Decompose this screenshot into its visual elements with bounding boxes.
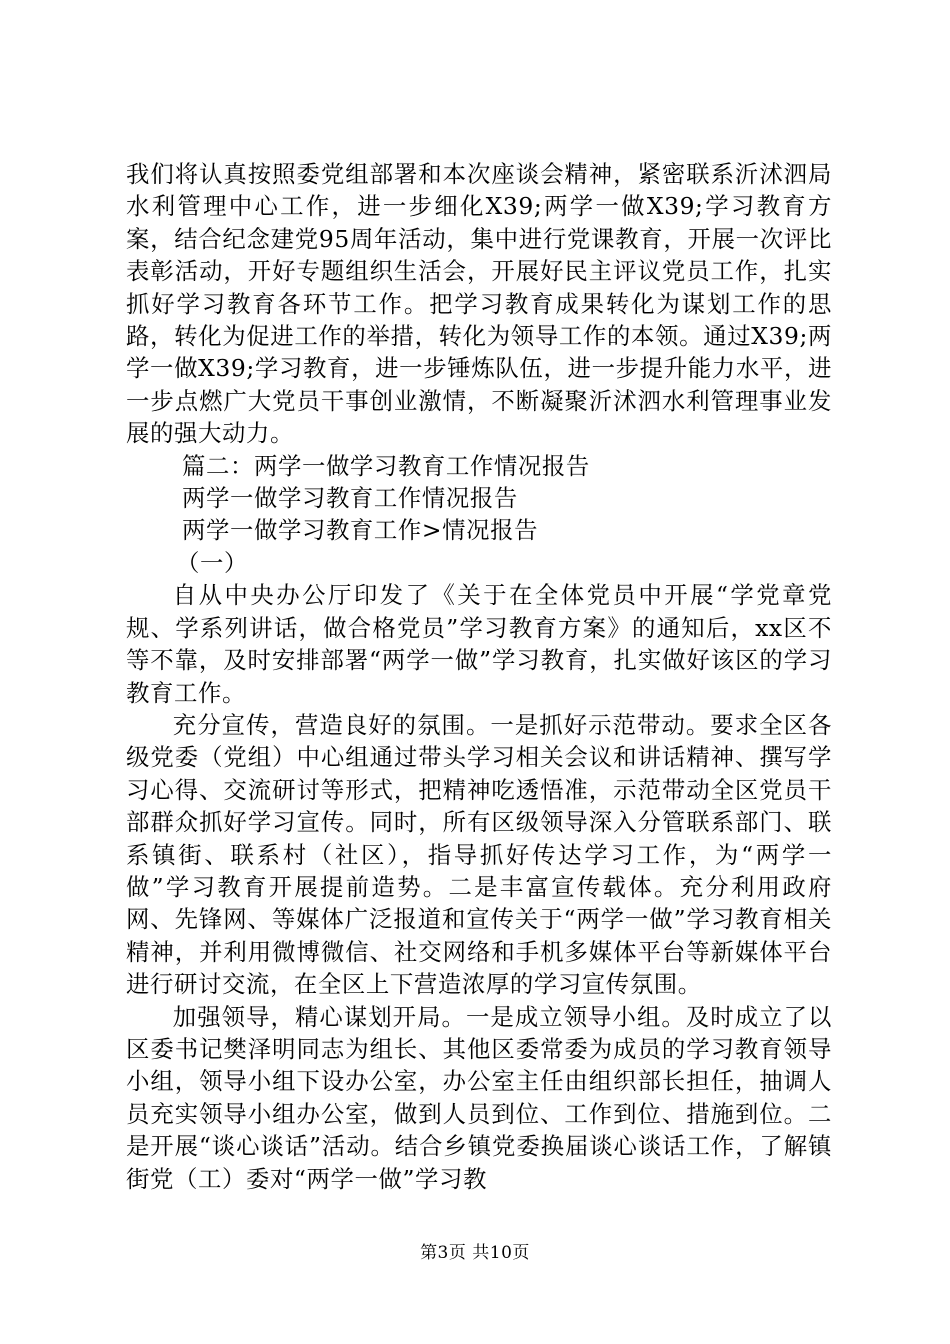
report-title: 两学一做学习教育工作情况报告	[182, 484, 518, 513]
page-footer	[0, 1242, 950, 1264]
paragraph-publicity: 充分宣传，营造良好的氛围。一是抓好示范带动。要求全区各级党委（党组）中心组通过带头学习相关会议和讲话精神、撰写学习心得、交流研讨等形式，把精神吃透悟准，示范带动全区党员干部群众抓好学习宣传。同时，所有区级领导深入分管联系部门、联系镇街、联系村（社区），指导抓好传达学习工作，为“两学一做”学习教育开展提前造势。二是丰富宣传载体。充分利用政府网、先锋网、等媒体广泛报道和宣传关于“两学一做”学习教育相关精神，并利用微博微信、社交网络和手机多媒体平台等新媒体平台进行研讨交流，在全区上下营造浓厚的学习宣传氛围。	[126, 710, 832, 999]
report-title-alt: 两学一做学习教育工作>情况报告	[182, 516, 539, 545]
section-number: （一）	[176, 548, 248, 577]
section-heading: 篇二：两学一做学习教育工作情况报告	[182, 451, 590, 480]
paragraph-continuation: 我们将认真按照委党组部署和本次座谈会精神，紧密联系沂沭泗局水利管理中心工作，进一步细化X39;两学一做X39;学习教育方案，结合纪念建党95周年活动，集中进行党课教育，开展一次评比表彰活动，开好专题组织生活会，开展好民主评议党员工作，扎实抓好学习教育各环节工作。把学习教育成果转化为谋划工作的思路，转化为促进工作的举措，转化为领导工作的本领。通过X39;两学一做X39;学习教育，进一步锤炼队伍，进一步提升能力水平，进一步点燃广大党员干事创业激情，不断凝聚沂沭泗水利管理事业发展的强大动力。	[126, 160, 832, 448]
paragraph-intro: 自从中央办公厅印发了《关于在全体党员中开展“学党章党规、学系列讲话，做合格党员”学习教育方案》的通知后，xx区不等不靠，及时安排部署“两学一做”学习教育，扎实做好该区的学习教育工作。	[126, 581, 832, 707]
document-body	[126, 158, 832, 1195]
page-number: 第3页 共10页	[420, 1243, 530, 1263]
paragraph-leadership: 加强领导，精心谋划开局。一是成立领导小组。及时成立了以区委书记樊泽明同志为组长、其他区委常委为成员的学习教育领导小组，领导小组下设办公室，办公室主任由组织部长担任，抽调人员充实领导小组办公室，做到人员到位、工作到位、措施到位。二是开展“谈心谈话”活动。结合乡镇党委换届谈心谈话工作，了解镇街党（工）委对“两学一做”学习教	[126, 1002, 832, 1193]
